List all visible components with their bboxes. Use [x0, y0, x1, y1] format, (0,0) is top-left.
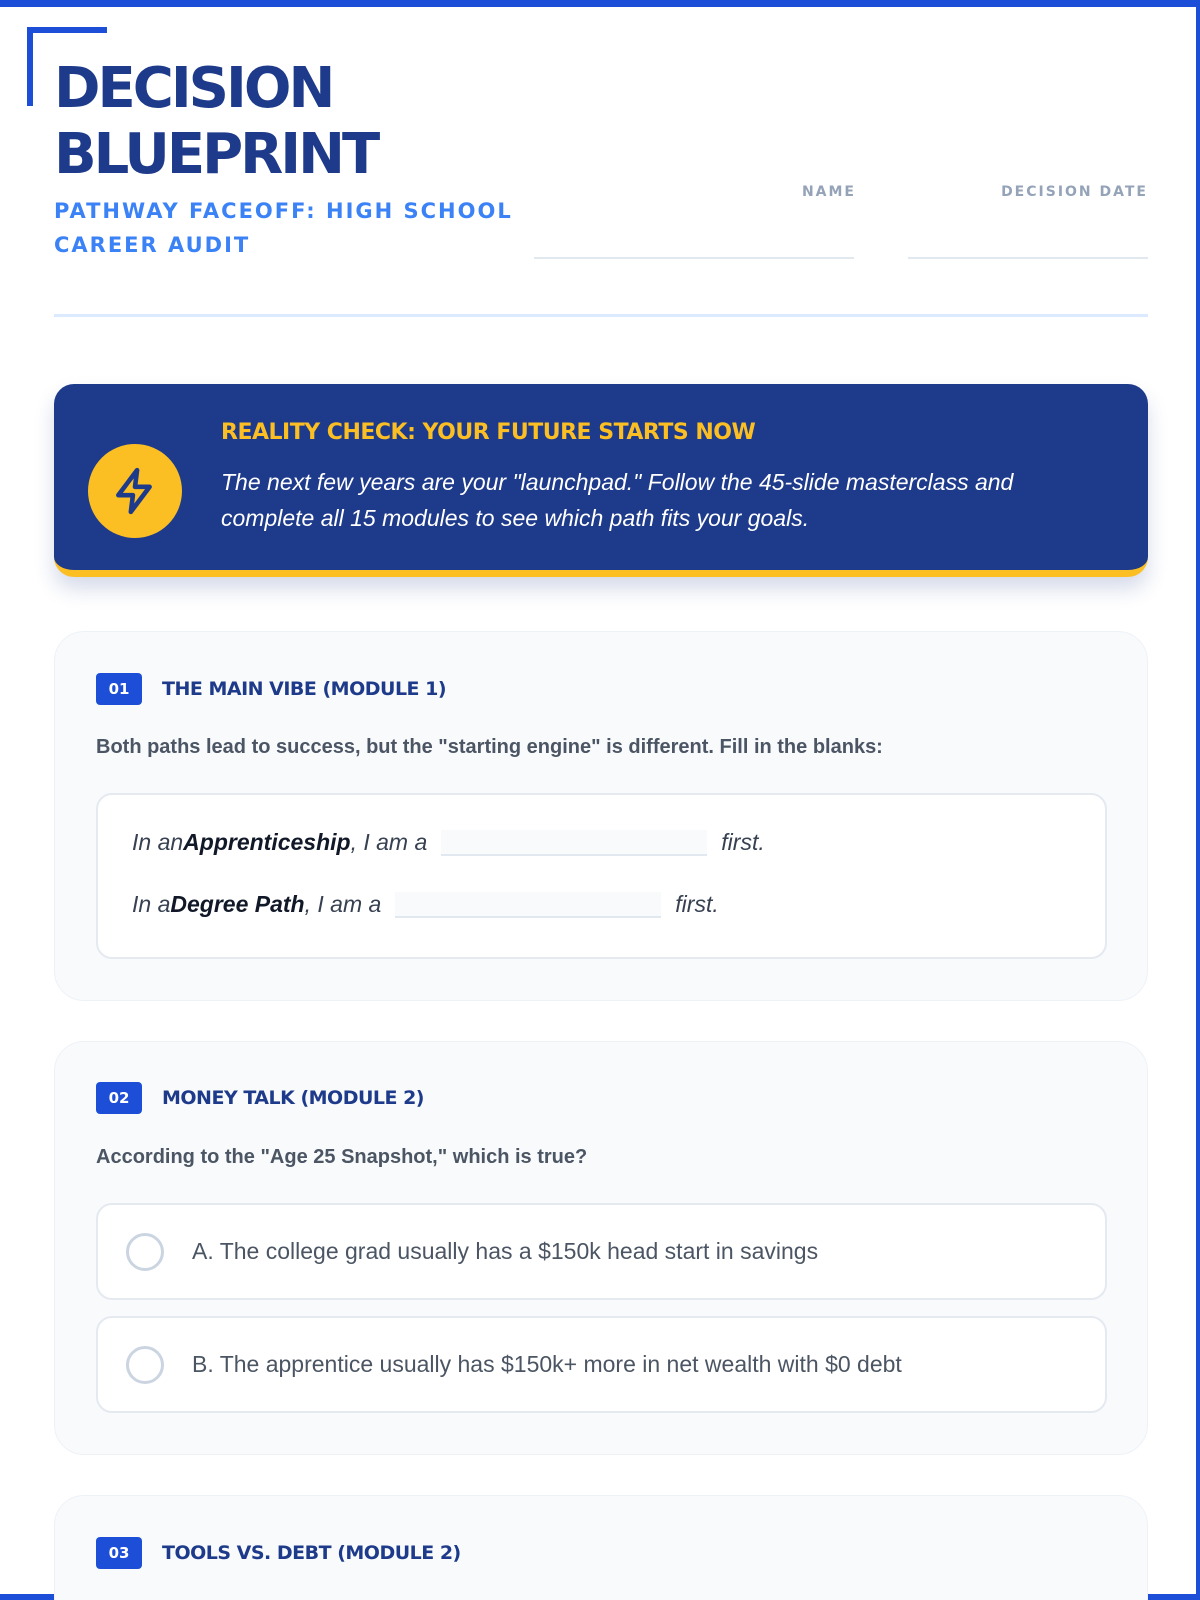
blank-input[interactable] — [395, 892, 661, 918]
reality-check-banner — [54, 384, 1148, 577]
name-label: NAME — [801, 184, 856, 200]
module-number-badge: 02 — [96, 1082, 142, 1114]
fill-in-blanks-box — [96, 793, 1107, 959]
page-subtitle: PATHWAY FACEOFF: HIGH SCHOOL CAREER AUDIT — [54, 199, 513, 257]
option-text: A. The college grad usually has a $150k head start in savings — [192, 1238, 819, 1264]
row-text-bold: Apprenticeship — [183, 829, 351, 855]
row-text-suffix: first. — [721, 829, 765, 855]
row-text-bold: Degree Path — [170, 891, 305, 917]
option-text: B. The apprentice usually has $150k+ more in net wealth with $0 debt — [192, 1351, 902, 1377]
fill-in-row — [132, 891, 719, 918]
module-card-1 — [54, 631, 1148, 1001]
module-card-2 — [54, 1041, 1148, 1455]
top-accent-bar — [0, 0, 1200, 7]
module-card-3 — [54, 1495, 1148, 1600]
banner-title: REALITY CHECK: YOUR FUTURE STARTS NOW — [221, 420, 756, 445]
fill-in-row — [132, 829, 765, 856]
module-title: MONEY TALK (MODULE 2) — [162, 1087, 424, 1109]
radio-button[interactable] — [126, 1346, 164, 1384]
row-text-suffix: first. — [675, 891, 719, 917]
row-text-middle: , I am a — [304, 891, 382, 917]
page-title — [54, 56, 474, 188]
module-number-badge: 01 — [96, 673, 142, 705]
lightning-bolt-icon — [88, 444, 182, 538]
module-title: THE MAIN VIBE (MODULE 1) — [162, 678, 447, 700]
decision-date-field[interactable] — [908, 257, 1148, 259]
title-line-1: DECISION — [54, 56, 333, 121]
blank-input[interactable] — [441, 830, 707, 856]
row-text-middle: , I am a — [350, 829, 428, 855]
module-prompt: According to the "Age 25 Snapshot," which is true? — [96, 1146, 588, 1168]
row-text-prefix: In an — [132, 829, 184, 855]
header-divider — [54, 314, 1148, 317]
module-header — [96, 1082, 424, 1114]
banner-text: The next few years are your "launchpad." Follow the 45-slide masterclass and complete all 15 modules to see which path fits your goals. — [221, 469, 1014, 531]
name-field[interactable] — [534, 257, 854, 259]
decision-date-label: DECISION DATE — [1001, 184, 1148, 200]
module-prompt: Both paths lead to success, but the "starting engine" is different. Fill in the blanks: — [96, 736, 883, 758]
answer-option-b[interactable] — [96, 1316, 1107, 1413]
title-line-2: BLUEPRINT — [54, 122, 378, 187]
answer-option-a[interactable] — [96, 1203, 1107, 1300]
row-text-prefix: In a — [132, 891, 171, 917]
radio-button[interactable] — [126, 1233, 164, 1271]
module-number-badge: 03 — [96, 1537, 142, 1569]
module-title: TOOLS VS. DEBT (MODULE 2) — [162, 1542, 461, 1564]
module-header — [96, 1537, 461, 1569]
module-header — [96, 673, 446, 705]
right-accent-bar — [1196, 0, 1200, 1600]
